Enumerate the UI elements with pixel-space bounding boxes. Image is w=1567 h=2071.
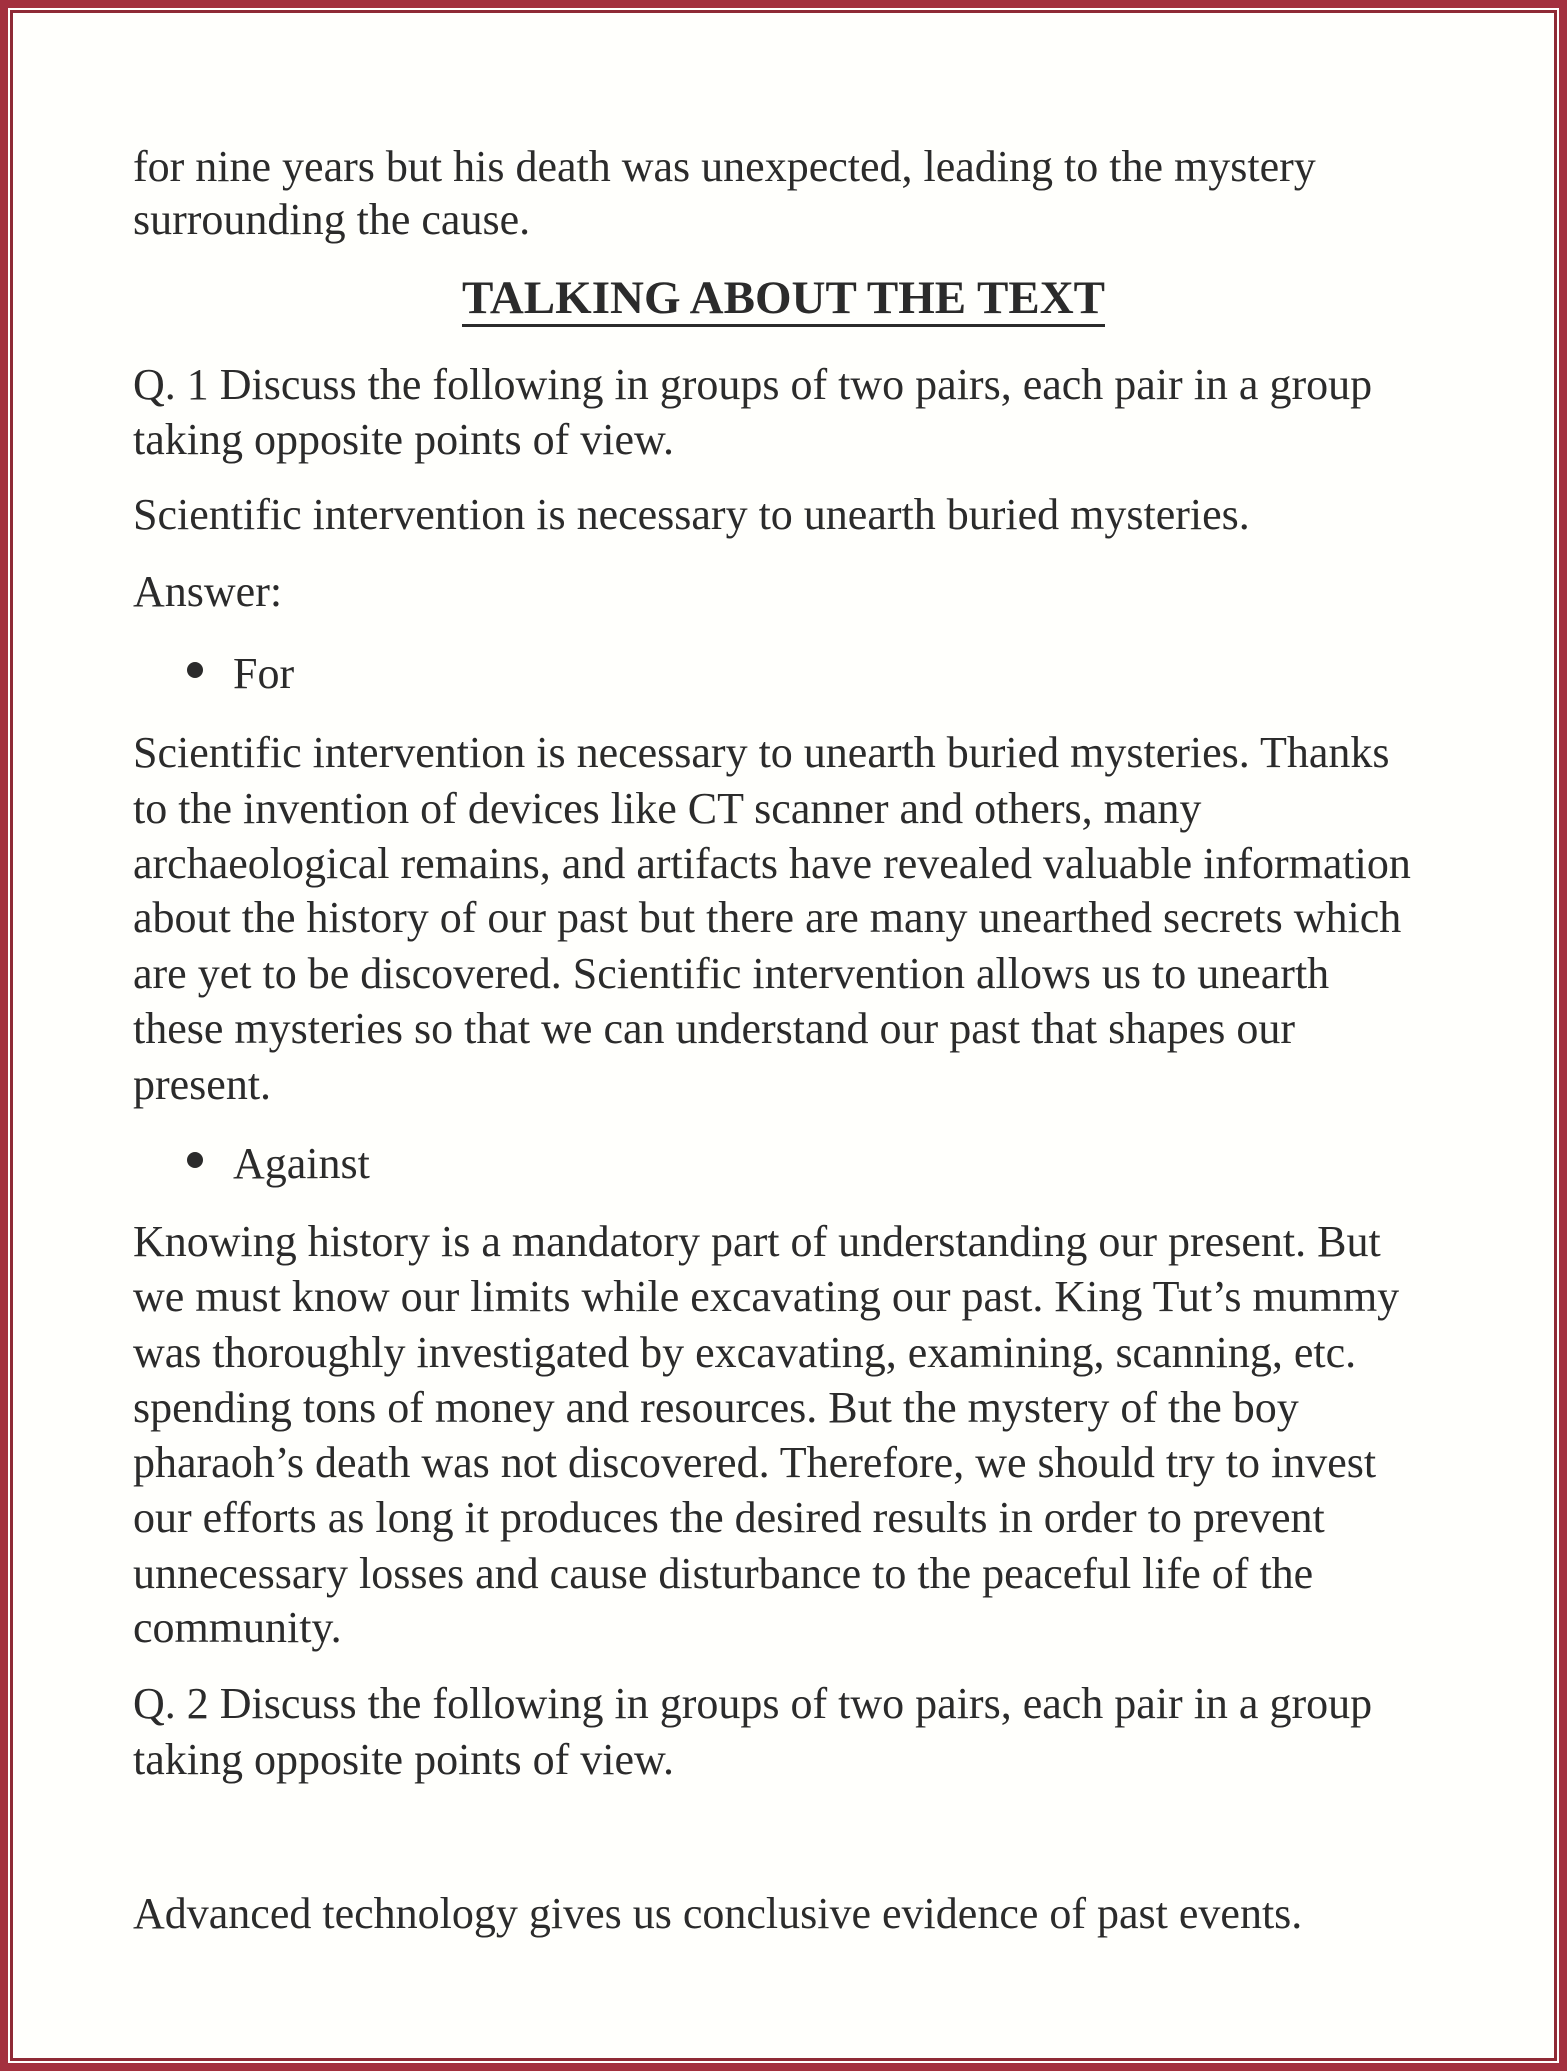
against-paragraph-line: pharaoh’s death was not discovered. Therefore, we should try to invest [133, 1438, 1377, 1487]
q2-statement: Advanced technology gives us conclusive evidence of past events. [133, 1889, 1303, 1938]
q2-prompt-line: Q. 2 Discuss the following in groups of two pairs, each pair in a group [133, 1679, 1373, 1728]
against-paragraph-line: our efforts as long it produces the desired results in order to prevent [133, 1493, 1325, 1542]
for-paragraph-line: these mysteries so that we can understand our past that shapes our [133, 1004, 1296, 1053]
for-paragraph-line: about the history of our past but there are many unearthed secrets which [133, 893, 1402, 942]
against-paragraph-line: Knowing history is a mandatory part of understanding our present. But [133, 1217, 1381, 1266]
bullet-against-label: Against [233, 1139, 370, 1188]
against-paragraph-line: unnecessary losses and cause disturbance to the peaceful life of the [133, 1549, 1314, 1598]
bullet-icon [187, 662, 203, 678]
for-paragraph-line: archaeological remains, and artifacts have revealed valuable information [133, 839, 1411, 888]
bullet-icon [187, 1152, 203, 1168]
for-paragraph-line: are yet to be discovered. Scientific intervention allows us to unearth [133, 949, 1330, 998]
intro-line: surrounding the cause. [133, 195, 531, 244]
for-paragraph-line: to the invention of devices like CT scanner and others, many [133, 784, 1202, 833]
section-heading-text: TALKING ABOUT THE TEXT [462, 275, 1105, 327]
for-paragraph-line: present. [133, 1060, 272, 1109]
against-paragraph-line: we must know our limits while excavating our past. King Tut’s mummy [133, 1272, 1400, 1321]
against-paragraph-line: was thoroughly investigated by excavating, examining, scanning, etc. [133, 1328, 1357, 1377]
bullet-for-label: For [233, 649, 295, 698]
q1-prompt-line: Q. 1 Discuss the following in groups of two pairs, each pair in a group [133, 360, 1373, 409]
intro-line: for nine years but his death was unexpected, leading to the mystery [133, 142, 1316, 191]
section-heading [0, 272, 1567, 327]
q2-prompt-line: taking opposite points of view. [133, 1735, 674, 1784]
answer-label: Answer: [133, 567, 283, 616]
for-paragraph-line: Scientific intervention is necessary to unearth buried mysteries. Thanks [133, 728, 1390, 777]
against-paragraph-line: community. [133, 1603, 342, 1652]
against-paragraph-line: spending tons of money and resources. But the mystery of the boy [133, 1383, 1299, 1432]
q1-statement: Scientific intervention is necessary to unearth buried mysteries. [133, 490, 1250, 539]
q1-prompt-line: taking opposite points of view. [133, 415, 674, 464]
